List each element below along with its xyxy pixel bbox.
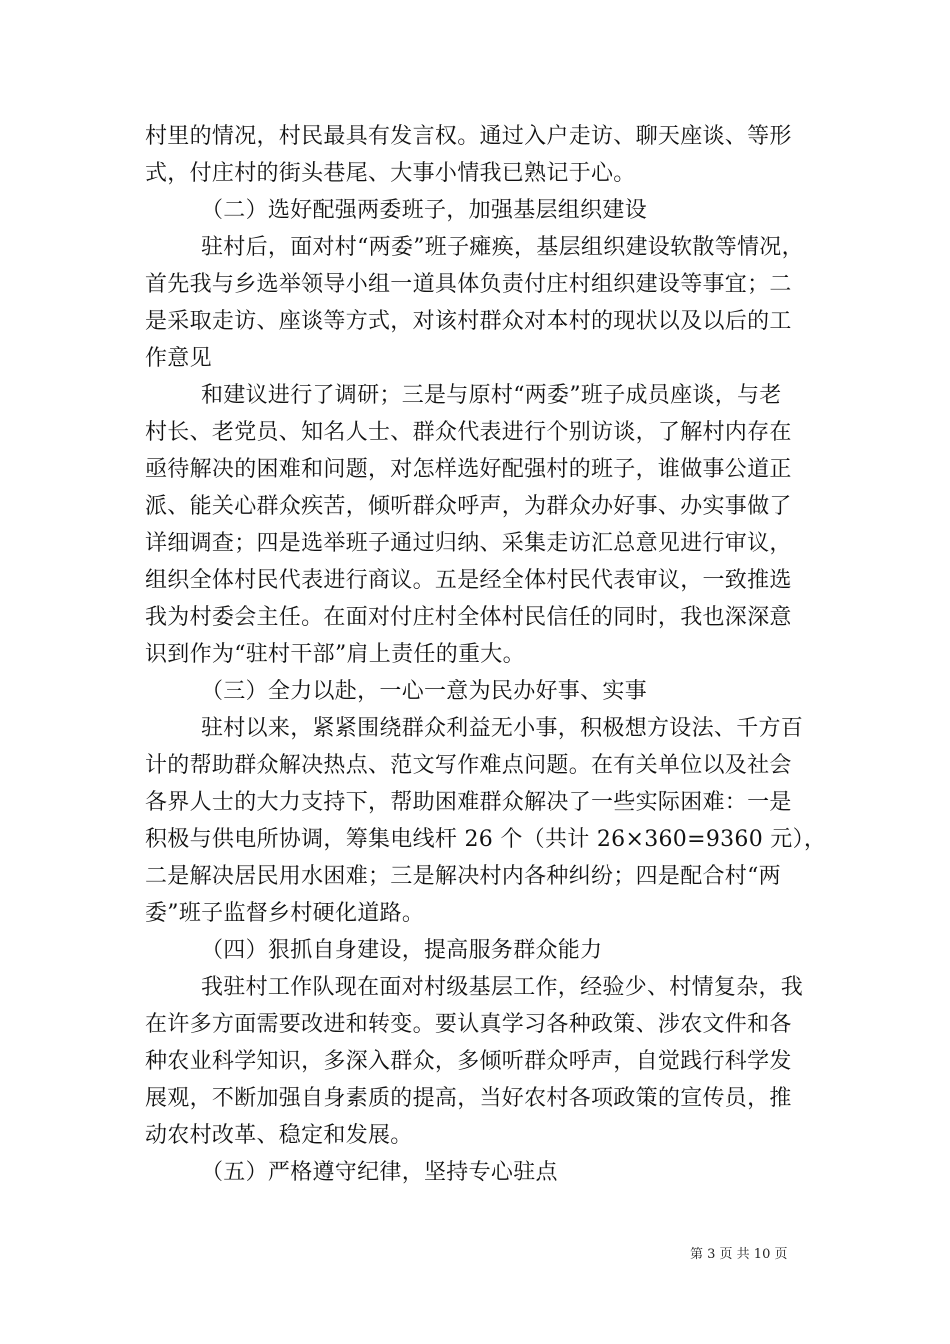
page-number-footer: 第 3 页 共 10 页 <box>690 1247 788 1262</box>
text-line: 村长、老党员、知名人士、群众代表进行个别访谈，了解村内存在 <box>145 420 792 445</box>
text-line: 二是解决居民用水困难；三是解决村内各种纠纷；四是配合村“两 <box>145 864 781 889</box>
section-heading: （五）严格遵守纪律，坚持专心驻点 <box>201 1160 558 1185</box>
text-line: 计的帮助群众解决热点、范文写作难点问题。在有关单位以及社会 <box>145 753 792 778</box>
text-line: 积极与供电所协调，筹集电线杆 26 个（共计 26×360=9360 元）， <box>145 827 827 852</box>
section-heading: （三）全力以赴，一心一意为民办好事、实事 <box>201 679 648 704</box>
text-line: 种农业科学知识，多深入群众，多倾听群众呼声，自觉践行科学发 <box>145 1049 792 1074</box>
section-heading: （四）狠抓自身建设，提高服务群众能力 <box>201 938 603 963</box>
text-line: 展观，不断加强自身素质的提高，当好农村各项政策的宣传员，推 <box>145 1086 792 1111</box>
text-line: 详细调查；四是选举班子通过归纳、采集走访汇总意见进行审议， <box>145 531 792 556</box>
text-line: 我驻村工作队现在面对村级基层工作，经验少、村情复杂，我 <box>201 975 804 1000</box>
section-heading: （二）选好配强两委班子，加强基层组织建设 <box>201 198 648 223</box>
text-line: 派、能关心群众疾苦，倾听群众呼声，为群众办好事、办实事做了 <box>145 494 792 519</box>
text-line: 作意见 <box>145 346 212 371</box>
text-line: 式，付庄村的街头巷尾、大事小情我已熟记于心。 <box>145 161 636 186</box>
text-line: 委”班子监督乡村硬化道路。 <box>145 901 425 926</box>
text-line: 是采取走访、座谈等方式，对该村群众对本村的现状以及以后的工 <box>145 309 792 334</box>
text-line: 亟待解决的困难和问题，对怎样选好配强村的班子，谁做事公道正 <box>145 457 792 482</box>
text-line: 各界人士的大力支持下，帮助困难群众解决了一些实际困难：一是 <box>145 790 792 815</box>
text-line: 和建议进行了调研；三是与原村“两委”班子成员座谈，与老 <box>201 383 782 408</box>
text-line: 识到作为“驻村干部”肩上责任的重大。 <box>145 642 525 667</box>
text-line: 我为村委会主任。在面对付庄村全体村民信任的同时，我也深深意 <box>145 605 792 630</box>
text-line: 动农村改革、稳定和发展。 <box>145 1123 413 1148</box>
text-line: 村里的情况，村民最具有发言权。通过入户走访、聊天座谈、等形 <box>145 124 792 149</box>
text-line: 驻村以来，紧紧围绕群众利益无小事，积极想方设法、千方百 <box>201 716 804 741</box>
text-line: 组织全体村民代表进行商议。五是经全体村民代表审议，一致推选 <box>145 568 792 593</box>
text-line: 首先我与乡选举领导小组一道具体负责付庄村组织建设等事宜；二 <box>145 272 792 297</box>
text-line: 在许多方面需要改进和转变。要认真学习各种政策、涉农文件和各 <box>145 1012 792 1037</box>
text-line: 驻村后，面对村“两委”班子瘫痪，基层组织建设软散等情况， <box>201 235 804 260</box>
